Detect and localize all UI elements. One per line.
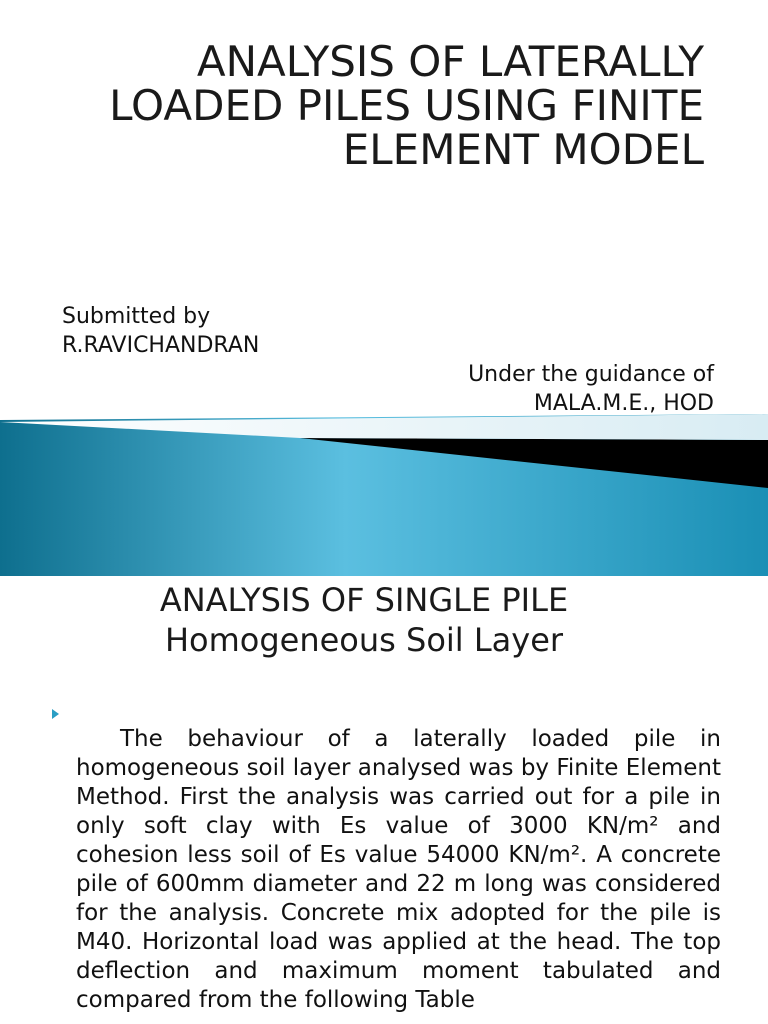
- slide-title: [0, 580, 728, 660]
- content-slide: [0, 576, 768, 1024]
- author-name: R.RAVICHANDRAN: [62, 333, 260, 358]
- decorative-swoosh-band: [0, 400, 768, 576]
- slide-title-line-2: Homogeneous Soil Layer: [164, 621, 564, 659]
- title-line-2: LOADED PILES USING FINITE: [109, 81, 704, 130]
- title-line-1: ANALYSIS OF LATERALLY: [196, 37, 704, 86]
- guide-name: MALA.M.E., HOD: [533, 391, 714, 416]
- presentation-title: [44, 37, 704, 174]
- body-paragraph: The behaviour of a laterally loaded pile in homogeneous soil layer analysed was by Finite Element Method. First the analysis was carried out for a pile in only soft clay with Es value of 3000 KN/m² and cohesion less soil of Es value 54000 KN/m². A concrete pile of 600mm diameter and 22 m long was considered for the analysis. Concrete mix adopted for the pile is M40. Horizontal load was applied at the head. The top deflection and maximum moment tabulated and compared from the following Table: [76, 726, 721, 1013]
- title-line-3: ELEMENT MODEL: [342, 125, 704, 174]
- submitted-by-label: Submitted by: [62, 304, 211, 329]
- bullet-arrow-icon: [52, 709, 59, 719]
- guidance-label: Under the guidance of: [468, 362, 714, 387]
- slide-title-line-1: ANALYSIS OF SINGLE PILE: [159, 581, 569, 619]
- submitted-by-block: [62, 302, 259, 360]
